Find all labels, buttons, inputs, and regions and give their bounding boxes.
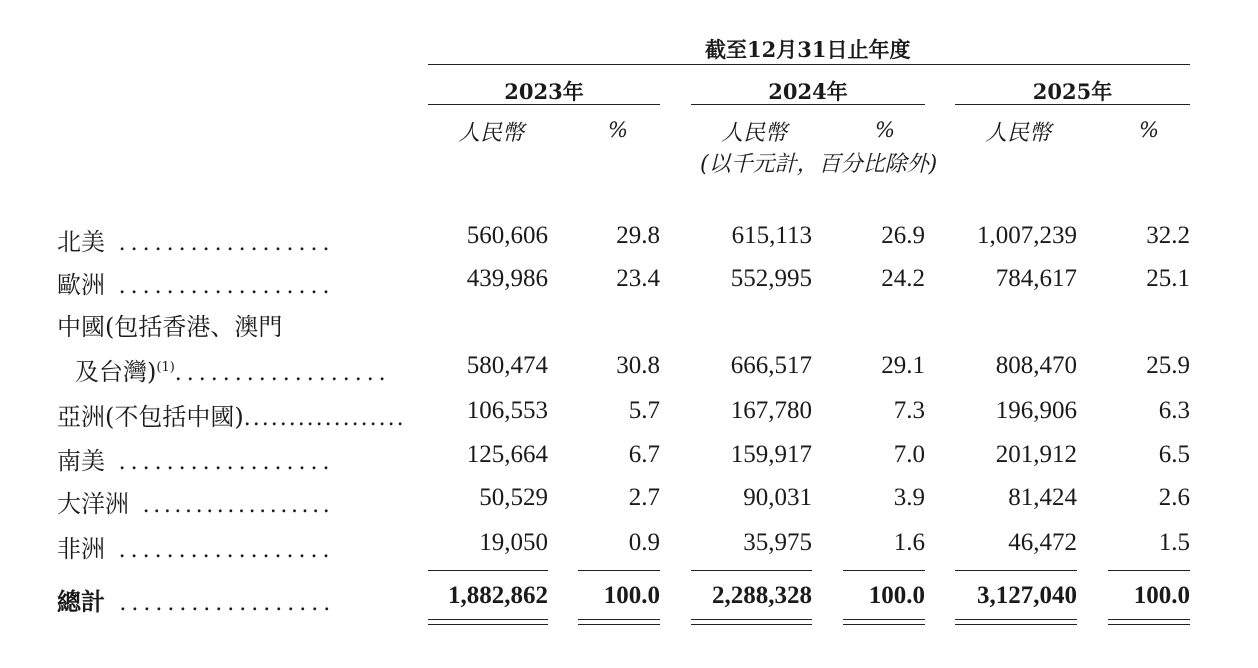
cell-percent: 25.1 <box>1146 265 1190 292</box>
total-double-rule <box>578 624 660 625</box>
row-label-china-line1: 中國(包括香港、澳門 <box>57 313 283 341</box>
cell-percent: 6.7 <box>628 441 660 468</box>
leader-dots: .................. <box>142 493 334 518</box>
cell-percent: 23.4 <box>616 265 660 292</box>
cell-percent: 25.9 <box>1146 352 1190 379</box>
total-double-rule <box>843 624 925 625</box>
total-value: 2,288,328 <box>712 582 812 609</box>
currency-label-2024: 人民幣 <box>721 121 788 146</box>
total-double-rule <box>1108 624 1190 625</box>
total-double-rule <box>955 619 1077 620</box>
leader-dots: .................. <box>243 406 406 431</box>
row-label-south-america <box>57 441 335 476</box>
cell-percent: 3.9 <box>893 484 925 511</box>
cell-percent: 29.1 <box>881 352 925 379</box>
subtotal-rule <box>843 570 925 571</box>
cell-percent: 26.9 <box>881 222 925 249</box>
year-2023: 2023年 <box>504 79 584 104</box>
year-rule-2024 <box>691 104 925 105</box>
subtotal-rule <box>578 570 660 571</box>
cell-value: 35,975 <box>743 529 812 556</box>
row-name: 總計 <box>57 587 105 616</box>
year-rule-2023 <box>428 104 660 105</box>
period-rule <box>428 64 1190 65</box>
cell-value: 1,007,239 <box>977 222 1077 249</box>
row-name: 南美 <box>57 447 105 475</box>
total-double-rule <box>843 619 925 620</box>
units-note: (以千元計，百分比除外) <box>700 152 938 177</box>
row-label-china-line2 <box>75 352 391 387</box>
cell-value: 46,472 <box>1008 529 1077 556</box>
cell-percent: 7.3 <box>893 397 925 424</box>
cell-percent: 1.6 <box>893 529 925 556</box>
row-name: 歐洲 <box>57 271 105 299</box>
percent-label-2024: % <box>875 118 895 142</box>
cell-value: 560,606 <box>466 222 548 249</box>
cell-value: 125,664 <box>466 441 548 468</box>
percent-label-2023: % <box>608 118 628 142</box>
cell-percent: 32.2 <box>1146 222 1190 249</box>
row-name: 及台灣) <box>75 358 157 386</box>
cell-percent: 0.9 <box>628 529 660 556</box>
leader-dots: .................. <box>118 450 335 475</box>
row-label-north-america <box>57 222 335 257</box>
total-value: 1,882,862 <box>448 582 548 609</box>
row-name: 亞洲(不包括中國) <box>57 403 244 431</box>
leader-dots: .................. <box>118 538 335 563</box>
total-double-rule <box>428 619 548 620</box>
cell-value: 784,617 <box>995 265 1077 292</box>
year-2025: 2025年 <box>1032 79 1113 104</box>
row-label-africa <box>57 529 335 564</box>
period-title: 截至12月31日止年度 <box>705 37 911 62</box>
cell-percent: 24.2 <box>881 265 925 292</box>
cell-percent: 7.0 <box>893 441 925 468</box>
total-double-rule <box>691 624 812 625</box>
cell-value: 552,995 <box>730 265 812 292</box>
total-double-rule <box>691 619 812 620</box>
cell-percent: 30.8 <box>616 352 660 379</box>
total-double-rule <box>578 619 660 620</box>
cell-value: 580,474 <box>466 352 548 379</box>
total-double-rule <box>1108 619 1190 620</box>
cell-value: 439,986 <box>466 265 548 292</box>
row-label-asia-ex-china <box>57 397 406 432</box>
cell-percent: 6.3 <box>1158 397 1190 424</box>
total-value: 3,127,040 <box>977 582 1077 609</box>
cell-value: 201,912 <box>995 441 1077 468</box>
cell-percent: 29.8 <box>616 222 660 249</box>
leader-dots: .................. <box>118 231 335 256</box>
currency-label-2025: 人民幣 <box>985 121 1052 146</box>
cell-value: 19,050 <box>479 529 548 556</box>
subtotal-rule <box>428 570 548 571</box>
total-double-rule <box>955 624 1077 625</box>
row-name: 非洲 <box>57 535 105 563</box>
cell-percent: 1.5 <box>1158 529 1190 556</box>
leader-dots: .................. <box>119 591 336 616</box>
leader-dots: .................. <box>118 274 335 299</box>
footnote-marker: (1) <box>156 360 175 375</box>
cell-value: 106,553 <box>466 397 548 424</box>
row-label-oceania <box>57 484 333 519</box>
cell-value: 159,917 <box>730 441 812 468</box>
year-2024: 2024年 <box>768 79 848 104</box>
subtotal-rule <box>955 570 1077 571</box>
row-label-europe <box>57 265 335 300</box>
row-label-total <box>57 582 335 617</box>
cell-value: 615,113 <box>731 222 812 249</box>
total-percent: 100.0 <box>1133 582 1190 609</box>
currency-label-2023: 人民幣 <box>458 121 525 146</box>
cell-value: 808,470 <box>995 352 1077 379</box>
cell-value: 666,517 <box>730 352 812 379</box>
row-name: 北美 <box>57 228 105 256</box>
cell-percent: 2.6 <box>1158 484 1190 511</box>
leader-dots: .................. <box>174 361 391 386</box>
subtotal-rule <box>1108 570 1190 571</box>
percent-label-2025: % <box>1139 118 1159 142</box>
year-rule-2025 <box>955 104 1190 105</box>
cell-value: 90,031 <box>743 484 812 511</box>
total-percent: 100.0 <box>868 582 925 609</box>
cell-percent: 5.7 <box>628 397 660 424</box>
cell-percent: 6.5 <box>1158 441 1190 468</box>
subtotal-rule <box>691 570 812 571</box>
total-percent: 100.0 <box>603 582 660 609</box>
total-double-rule <box>428 624 548 625</box>
cell-percent: 2.7 <box>628 484 660 511</box>
cell-value: 196,906 <box>995 397 1077 424</box>
row-name: 大洋洲 <box>57 490 129 518</box>
cell-value: 50,529 <box>479 484 548 511</box>
cell-value: 81,424 <box>1008 484 1077 511</box>
cell-value: 167,780 <box>730 397 812 424</box>
